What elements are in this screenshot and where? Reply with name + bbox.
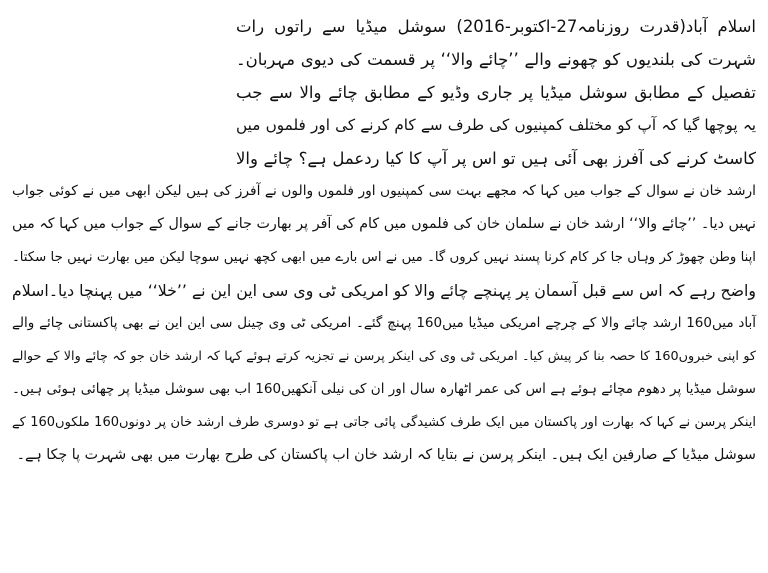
text-line: شہرت کی بلندیوں کو چھونے والے ’’چائے والا‘‘ پر قسمت کی دیوی مہربان۔ xyxy=(236,50,756,69)
text-line: سوشل میڈیا کے صارفین ایک ہیں۔ اینکر پرسن نے بتایا کہ ارشد خان اب پاکستان کی طرح بھارت میں بھی شہرت پا چکا ہے۔ xyxy=(16,447,756,463)
text-line: کو اپنی خبروں160 کا حصہ بنا کر پیش کیا۔ امریکی ٹی وی کی اینکر پرسن نے تجزیہ کرتے ہوئے کہا کہ ارشد خان جو کہ چائے والا کے حوالے xyxy=(12,349,756,364)
intro-paragraph xyxy=(12,10,756,175)
text-line: یہ پوچھا گیا کہ آپ کو مختلف کمپنیوں کی طرف سے کام کرنے کی اور فلموں میں xyxy=(236,116,756,134)
text-line: کاسٹ کرنے کی آفرز بھی آئی ہیں تو اس پر آپ کا کیا ردعمل ہے؟ چائے والا xyxy=(236,149,756,168)
text-line: سوشل میڈیا پر دھوم مچائے ہوئے ہے اس کی عمر اٹھارہ سال اور ان کی نیلی آنکھیں160 اب بھی سوشل میڈیا پر چھائی ہوئی ہیں۔ xyxy=(12,381,756,397)
text-line: واضح رہے کہ اس سے قبل آسمان پر پہنچے چائے والا کو امریکی ٹی وی سی این این نے ’’خلا‘‘ میں پہنچا دیا۔اسلام xyxy=(12,281,756,300)
text-line: ارشد خان نے سوال کے جواب میں کہا کہ مجھے بہت سی کمپنیوں اور فلموں والوں نے آفرز کی ہیں لیکن ابھی میں نے کوئی جواب xyxy=(12,183,756,199)
text-line: تفصیل کے مطابق سوشل میڈیا پر جاری وڈیو کے مطابق چائے والا سے جب xyxy=(236,83,756,102)
article-body xyxy=(12,10,756,472)
main-paragraphs xyxy=(12,175,756,472)
text-line: اپنا وطن چھوڑ کر وہاں جا کر کام کرنا پسند نہیں کروں گا۔ میں نے اس بارے میں ابھی کچھ نہیں سوچا لیکن میں بھارت نہیں جا سکتا۔ xyxy=(12,250,756,265)
text-line: اسلام آباد(قدرت روزنامہ27-اکتوبر-2016) سوشل میڈیا سے راتوں رات xyxy=(236,17,756,36)
text-line: آباد میں160 ارشد چائے والا کے چرچے امریکی میڈیا میں160 پہنچ گئے۔ امریکی ٹی وی چینل سی این این نے بھی پاکستانی چائے والے xyxy=(12,315,756,331)
text-line: نہیں دیا۔ ’’چائے والا‘‘ ارشد خان نے سلمان خان کی فلموں میں کام کی آفر پر بھارت جانے کے سوال کے جواب میں کہا کہ میں xyxy=(12,216,756,232)
text-line: اینکر پرسن نے کہا کہ بھارت اور پاکستان میں ایک طرف کشیدگی پائی جاتی ہے تو دوسری طرف ارشد خان پر دونوں160 ملکوں160 کے xyxy=(12,415,756,430)
